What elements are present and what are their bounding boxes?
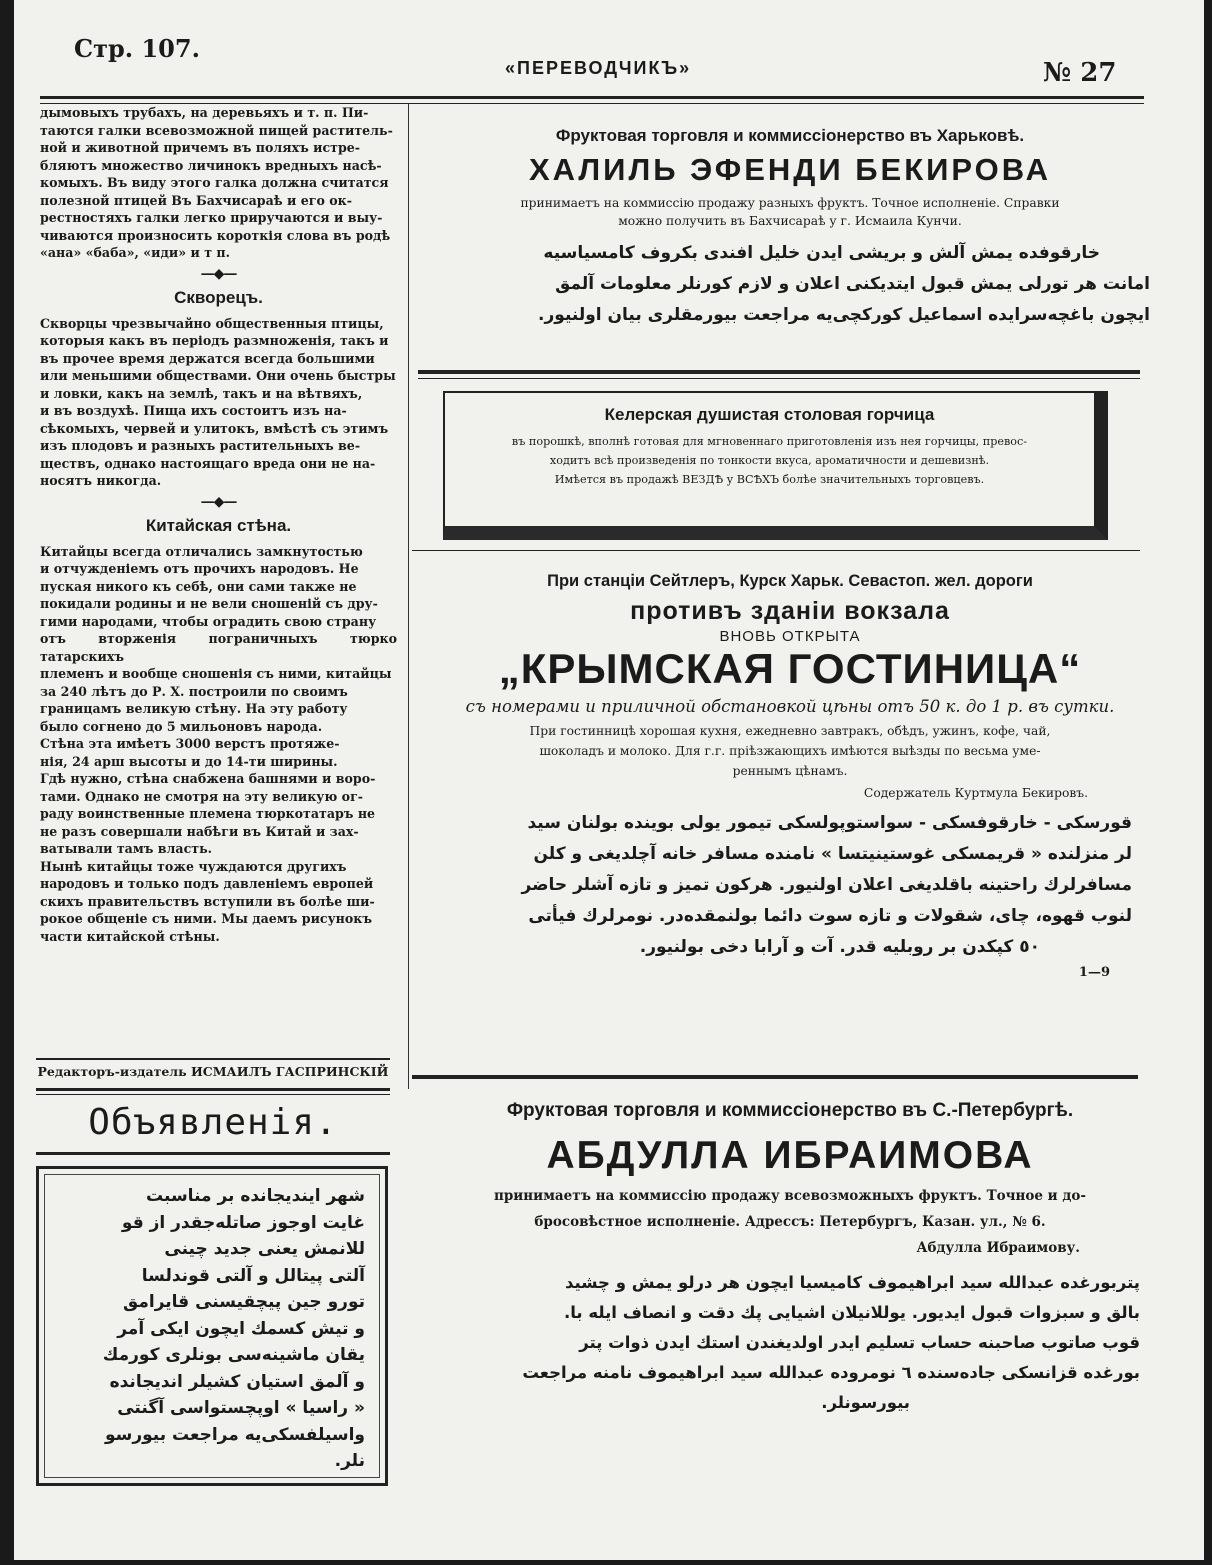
khalil-ad-name: ХАЛИЛЬ ЭФЕНДИ БЕКИРОВА xyxy=(528,152,1052,187)
wall-line: Стѣна эта имѣетъ 3000 верстъ протяже- xyxy=(40,736,340,751)
intro-line: таются галки всевозможной пищей раститель- xyxy=(40,122,393,138)
column-divider xyxy=(408,104,409,1089)
hotel-opened: ВНОВЬ ОТКРЫТА xyxy=(719,628,861,645)
wall-line: части китайской стѣны. xyxy=(40,928,220,944)
wall-line: нія, 24 арш высоты и до 14-ти ширины. xyxy=(40,753,338,769)
wall-line: границамъ великую стѣну. На эту работу xyxy=(40,701,348,716)
hotel-arabic: لنوب قهوه، چای، شقولات و تازه سوت دائما بولنمقده‌در. نومرلرك فیأتی xyxy=(528,906,1132,926)
ads-box xyxy=(36,1166,388,1486)
wall-line: народовъ и только подъ давленіемъ европей xyxy=(40,876,374,891)
wall-line: тами. Однако не смотря на эту великую ог- xyxy=(40,788,364,804)
hotel-name: „КРЫМСКАЯ ГОСТИНИЦА“ xyxy=(498,645,1082,692)
intro-line: ной и животной причемъ въ поляхъ истре- xyxy=(40,140,361,155)
header-rule xyxy=(40,96,1144,99)
wall-heading: Китайская стѣна. xyxy=(145,516,292,535)
intro-line: чиваются произносить короткія слова въ родѣ xyxy=(40,227,391,243)
abdulla-ad-name: АБДУЛЛА ИБРАИМОВА xyxy=(546,1134,1034,1177)
left-column xyxy=(40,104,397,945)
mustard-ad xyxy=(443,391,1108,540)
starling-line: Скворцы чрезвычайно общественныя птицы, xyxy=(40,315,384,331)
starling-line: и въ воздухѣ. Пища ихъ состоитъ изъ на- xyxy=(40,403,347,418)
ads-arabic-line: شهر ايندیجانده بر مناسبت xyxy=(146,1186,365,1206)
intro-line: полезной птицей Въ Бахчисараѣ и его ок- xyxy=(40,192,352,208)
hotel-ad-number: 1—9 xyxy=(1078,965,1110,980)
wall-line: ватывали тамъ власть. xyxy=(40,841,212,856)
khalil-ad-text: принимаетъ на коммиссію продажу разныхъ фруктъ. Точное исполненіе. Справки xyxy=(520,196,1060,210)
hotel-arabic: مسافرلرك راحتينه باقلديغی اعلان اولنيور. هركون تميز و تازه آشلر حاضر xyxy=(521,875,1132,895)
abdulla-arabic: بالق و سبزوات قبول ايديور. يوللانيلان اشيايی پك دقت و انصاف ايله با. xyxy=(563,1303,1140,1322)
ads-heading: Объявленія. xyxy=(88,1102,338,1143)
mustard-text: въ порошкѣ, вполнѣ готовая для мгновеннаго приготовленія изъ нея горчицы, превос- xyxy=(511,435,1028,448)
wall-line: скихъ правительствъ вступили въ болѣе ши- xyxy=(40,893,375,909)
abdulla-ad xyxy=(420,1100,1160,1418)
ornament-divider: —◆— xyxy=(200,493,237,510)
issue-number: № 27 xyxy=(1043,58,1117,88)
hotel-arabic: لر منزلنده « قريمسكی غوستينيتسا » نامنده مسافر خانه آچلديغی و كلن xyxy=(533,844,1132,864)
hotel-opposite: противъ зданіи вокзала xyxy=(630,597,950,625)
section-rule xyxy=(412,1075,1138,1079)
ads-arabic-line: تورو جين پيچقيسنی قايرامق xyxy=(123,1292,365,1312)
ads-arabic-line: يقان ماشينەسی بونلری كورمك xyxy=(102,1345,365,1365)
ads-arabic-line: غايت اوجوز صاتلەجقدر از قو xyxy=(121,1212,365,1233)
khalil-ad-top: Фруктовая торговля и коммиссіонерство въ Харьковѣ. xyxy=(555,126,1025,145)
wall-line: не разъ совершали набѣги въ Китай и зах- xyxy=(40,823,359,839)
abdulla-arabic: قوب صاتوب صاحبنه حساب تسليم ايدر اولديغندن استك ايدن ذوات پتر xyxy=(579,1333,1140,1352)
abdulla-ad-text: принимаетъ на коммиссію продажу всевозможныхъ фруктъ. Точное и до- xyxy=(493,1188,1087,1204)
wall-line: пуская никого къ себѣ, они сами также не xyxy=(40,578,357,594)
hotel-owner: Содержатель Куртмула Бекировъ. xyxy=(863,786,1088,800)
abdulla-ad-addressee: Абдулла Ибраимову. xyxy=(916,1240,1080,1256)
ads-arabic-line: و تيش كسمك ايچون ايكی آمر xyxy=(117,1318,365,1339)
ads-heading-rule xyxy=(36,1152,390,1155)
starling-line: ществъ, однако настоящаго вреда они не на- xyxy=(40,455,376,471)
starling-line: и ловки, какъ на землѣ, такъ и на вѣтвяхъ, xyxy=(40,385,363,401)
khalil-ad-text: можно получить въ Бахчисараѣ у г. Исмаила Кунчи. xyxy=(618,214,962,228)
hotel-body: шоколадъ и молоко. Для г.г. пріѣзжающихъ имѣются выѣзды по весьма уме- xyxy=(539,744,1041,758)
hotel-ad xyxy=(420,572,1160,980)
ads-box-inner xyxy=(44,1174,380,1478)
starling-line: которыя какъ въ періодъ размноженія, такъ и xyxy=(40,333,389,348)
wall-line: за 240 лѣтъ до Р. Х. построили по своимъ xyxy=(40,683,348,699)
hotel-arabic: ٥٠ كپكدن بر روبليه قدر. آت و آرابا دخی بولنيور. xyxy=(639,937,1040,957)
wall-line: Китайцы всегда отличались замкнутостью xyxy=(40,543,363,559)
wall-line: рокое общеніе съ ними. Мы даемъ рисунокъ xyxy=(40,911,373,926)
ads-arabic-line: نلر. xyxy=(334,1451,365,1471)
starling-heading: Скворецъ. xyxy=(174,288,263,307)
ads-arabic-line: للانمش يعنی جديد چينی xyxy=(164,1239,365,1259)
intro-line: «ана» «баба», «иди» и т п. xyxy=(40,245,231,260)
intro-line: рестностяхъ галки легко приручаются и выу- xyxy=(40,210,383,225)
abdulla-arabic: بورغده قزانسكی جاده‌سنده ٦ نومروده عبدالله سيد ابراهيموف نامنه مراجعت xyxy=(522,1363,1140,1382)
abdulla-arabic: پتربورغده عبدالله سيد ابراهيموف كاميسيا ايچون هر درلو يمش و چشيد xyxy=(565,1273,1140,1292)
editor-rule-bottom xyxy=(36,1088,390,1091)
starling-line: въ прочее время держатся всегда большими xyxy=(40,350,375,366)
hotel-arabic: قورسكی - خارقوفسكی - سواستوپولسكی تيمور يولی بوينده بولنان سيد xyxy=(527,813,1132,833)
khalil-ad-arabic: ايچون باغچەسرايده اسماعيل كوركچی‌يه مراجعت بيورمقلری بيان اولنيور. xyxy=(538,305,1150,325)
editor-rule-top xyxy=(36,1058,390,1060)
hotel-body: При гостинницѣ хорошая кухня, ежедневно завтракъ, обѣдъ, ужинъ, кофе, чай, xyxy=(529,724,1051,738)
section-rule xyxy=(418,370,1140,374)
hotel-rooms: съ номерами и приличной обстановкой цѣны отъ 50 к. до 1 р. въ сутки. xyxy=(465,697,1115,716)
starling-line: сѣкомыхъ, червей и улитокъ, вмѣстѣ съ этимъ xyxy=(40,420,389,436)
wall-line: Нынѣ китайцы тоже чуждаются другихъ xyxy=(40,858,347,874)
hotel-body: реннымъ цѣнамъ. xyxy=(732,764,848,778)
starling-line: носятъ никогда. xyxy=(40,473,162,488)
wall-line: племенъ и вообще сношенія съ ними, китайцы xyxy=(40,666,392,681)
wall-line: гими народами, чтобы оградить свою страну xyxy=(40,613,377,629)
ads-arabic-line: آلتی پيتالل و آلتی قوندلسا xyxy=(141,1265,365,1286)
ads-rule xyxy=(36,1094,390,1095)
abdulla-ad-text: бросовѣстное исполненіе. Адрессъ: Петербургъ, Казан. ул., № 6. xyxy=(534,1214,1046,1230)
ads-arabic-line: واسيلفسكی‌يه مراجعت بيورسو xyxy=(104,1424,365,1445)
mustard-text: Имѣется въ продажѣ ВЕЗДѢ у ВСѢХЪ болѣе значительныхъ торговцевъ. xyxy=(554,473,985,486)
newspaper-title: «ПЕРЕВОДЧИКЪ» xyxy=(505,58,692,78)
hotel-station: При станціи Сейтлеръ, Курск Харьк. Севастоп. жел. дороги xyxy=(547,572,1033,590)
starling-line: изъ плодовъ и разныхъ растительныхъ ве- xyxy=(40,438,361,453)
abdulla-arabic: بيورسونلر. xyxy=(821,1393,910,1412)
wall-line: и отчужденіемъ отъ прочихъ народовъ. Не xyxy=(40,561,359,576)
intro-line: бляютъ множество личинокъ вредныхъ насѣ- xyxy=(40,157,382,173)
section-rule-thin xyxy=(418,378,1140,379)
wall-line: раду воинственные племена тюркотатаръ не xyxy=(40,806,376,821)
page-number: Стр. 107. xyxy=(74,34,200,63)
ornament-divider: —◆— xyxy=(200,265,237,282)
mustard-text: ходитъ всѣ произведенія по тонкости вкуса, ароматичности и дешевизнѣ. xyxy=(549,454,990,467)
editor-credit: Редакторъ-издатель ИСМАИЛЪ ГАСПРИНСКІЙ xyxy=(37,1064,389,1079)
wall-line: отъ вторженія пограничныхъ тюрко татарскихъ xyxy=(40,631,397,664)
khalil-ad-arabic: امانت هر تورلی يمش قبول ايتديكنی اعلان و لازم كورنلر معلومات آلمق xyxy=(555,274,1150,294)
wall-line: Гдѣ нужно, стѣна снабжена башнями и воро- xyxy=(40,771,376,786)
ads-arabic-line: « راسيا » اوپچستواسی آگنتی xyxy=(117,1398,365,1418)
wall-line: покидали родины и не вели сношеній съ дру- xyxy=(40,596,378,611)
mustard-title: Келерская душистая столовая горчица xyxy=(604,405,935,424)
starling-line: или меньшими обществами. Они очень быстры xyxy=(40,368,396,383)
intro-line: дымовыхъ трубахъ, на деревьяхъ и т. п. Пи- xyxy=(40,105,369,120)
khalil-ad-arabic: خارقوفده يمش آلش و بريشی ايدن خليل افندی بكروف كامسياسيه xyxy=(543,243,1100,263)
wall-line: было согнено до 5 мильоновъ народа. xyxy=(40,718,323,734)
khalil-ad xyxy=(420,126,1160,331)
section-rule-thin xyxy=(412,550,1140,551)
ads-arabic-line: و آلمق استيان كشيلر انديجانده xyxy=(109,1371,365,1392)
intro-line: комыхъ. Въ виду этого галка должна считатся xyxy=(40,175,389,190)
abdulla-ad-top: Фруктовая торговля и коммиссіонерство въ С.-Петербургѣ. xyxy=(506,1100,1074,1121)
